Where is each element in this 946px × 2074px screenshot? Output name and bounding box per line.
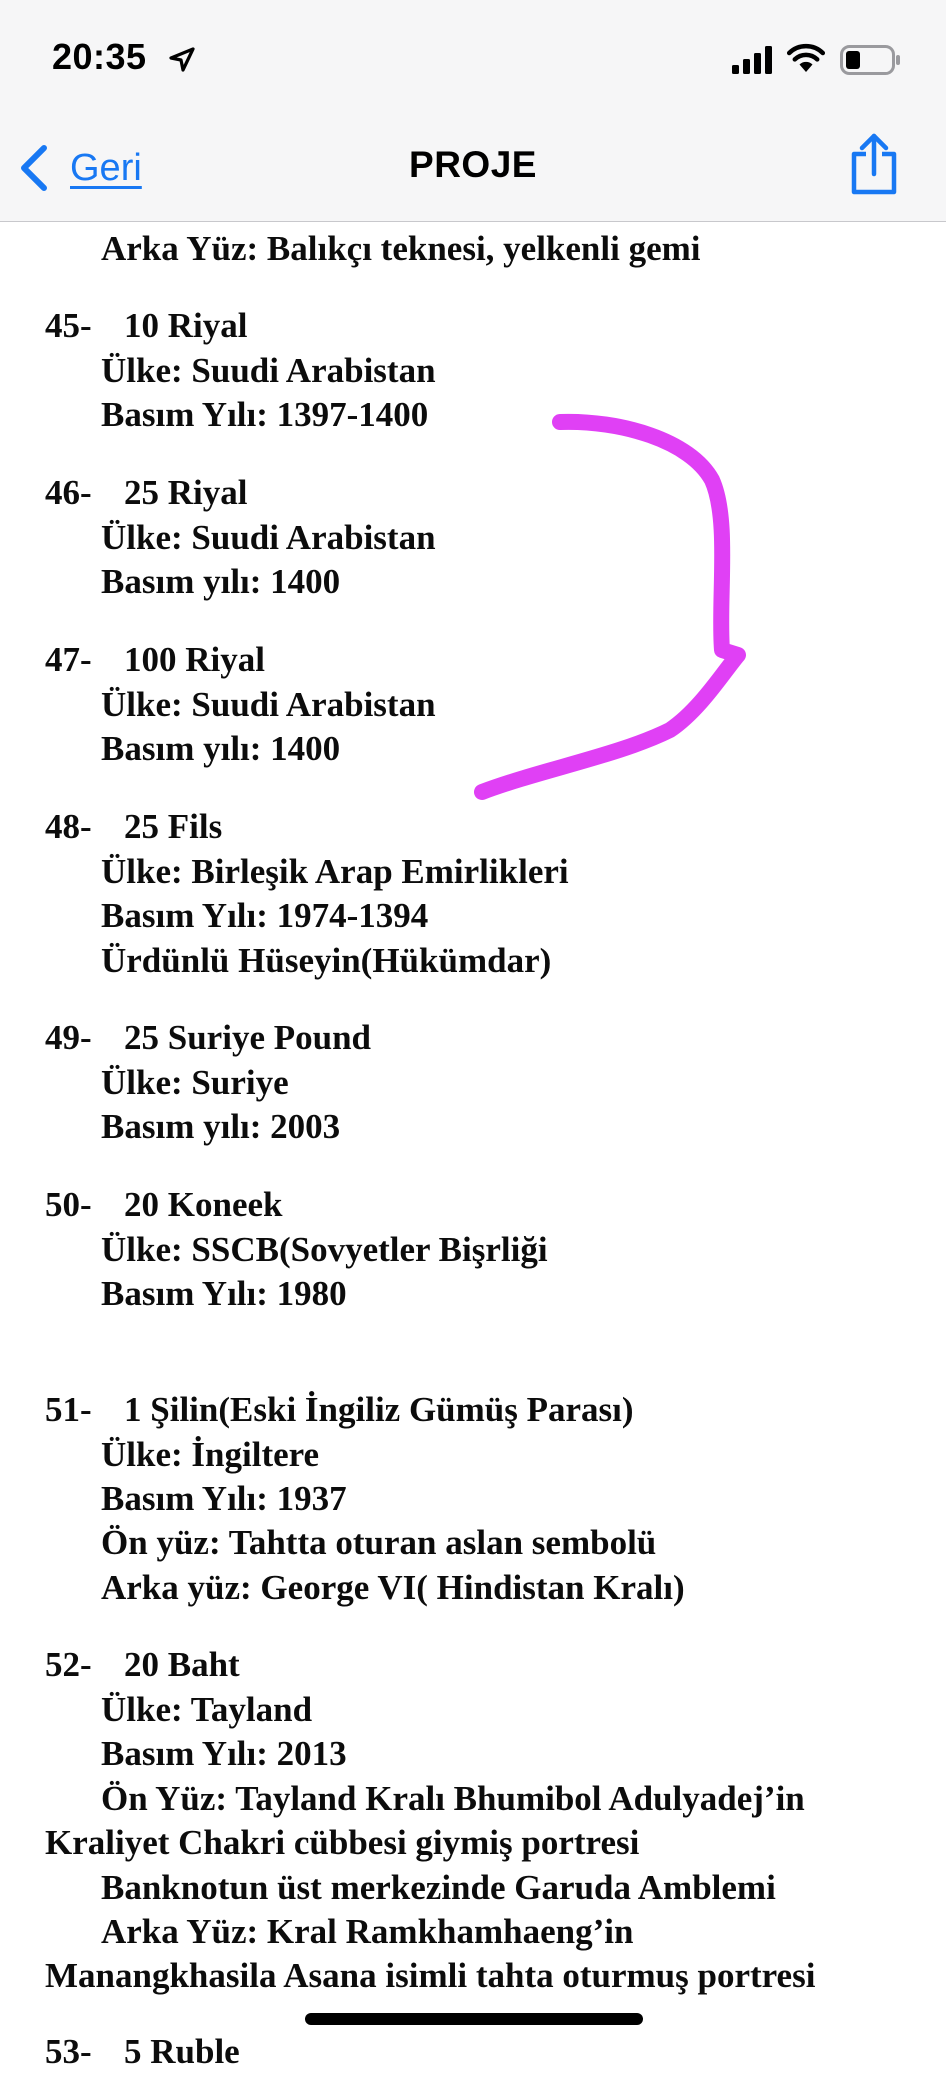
entry-line: Basım Yılı: 1397-1400 bbox=[101, 395, 429, 434]
entry-title: 1 Şilin(Eski İngiliz Gümüş Parası) bbox=[124, 1390, 634, 1429]
entry-number: 49- bbox=[45, 1018, 92, 1057]
entry-line: Basım Yılı: 2013 bbox=[101, 1734, 347, 1773]
status-bar bbox=[0, 0, 946, 120]
entry-number: 48- bbox=[45, 807, 92, 846]
cellular-signal-icon bbox=[732, 46, 774, 74]
entry-line: Ülke: Suudi Arabistan bbox=[101, 518, 436, 557]
entry-number: 50- bbox=[45, 1185, 92, 1224]
entry-line: Ülke: SSCB(Sovyetler Bişrliği bbox=[101, 1230, 548, 1269]
status-time: 20:35 bbox=[52, 36, 147, 77]
entry-line: Ülke: Suriye bbox=[101, 1063, 289, 1102]
entry-line: Banknotun üst merkezinde Garuda Amblemi bbox=[101, 1868, 776, 1907]
entry-line: Ülke: Birleşik Arap Emirlikleri bbox=[101, 852, 569, 891]
entry-line: Manangkhasila Asana isimli tahta oturmuş portresi bbox=[45, 1956, 816, 1995]
entry-title: 100 Riyal bbox=[124, 640, 265, 679]
entry-line: Basım Yılı: 1937 bbox=[101, 1479, 347, 1518]
entry-title: 20 Baht bbox=[124, 1645, 240, 1684]
entry-number: 51- bbox=[45, 1390, 92, 1429]
location-arrow-icon bbox=[168, 46, 196, 74]
entry-line: Arka Yüz: Kral Ramkhamhaeng’in bbox=[101, 1912, 634, 1951]
entry-title: 10 Riyal bbox=[124, 306, 248, 345]
navigation-bar bbox=[0, 120, 946, 222]
entry-line: Basım yılı: 1400 bbox=[101, 729, 341, 768]
entry-title: 5 Ruble bbox=[124, 2032, 240, 2071]
document-view bbox=[0, 222, 946, 2071]
entry-title: 25 Fils bbox=[124, 807, 223, 846]
entry-line: Ürdünlü Hüseyin(Hükümdar) bbox=[101, 941, 552, 980]
entry-line: Ön yüz: Tahtta oturan aslan sembolü bbox=[101, 1523, 657, 1562]
entry-line: Ülke: Suudi Arabistan bbox=[101, 351, 436, 390]
entry-title: 20 Koneek bbox=[124, 1185, 283, 1224]
battery-icon bbox=[840, 45, 902, 75]
entry-line: Ülke: Tayland bbox=[101, 1690, 313, 1729]
document-line: Arka Yüz: Balıkçı teknesi, yelkenli gemi bbox=[101, 229, 701, 268]
page-title: PROJE bbox=[409, 144, 537, 185]
entry-title: 25 Riyal bbox=[124, 473, 248, 512]
entry-line: Ülke: Suudi Arabistan bbox=[101, 685, 436, 724]
entry-title: 25 Suriye Pound bbox=[124, 1018, 371, 1057]
entry-line: Basım yılı: 1400 bbox=[101, 562, 341, 601]
entry-number: 53- bbox=[45, 2032, 92, 2071]
entry-line: Basım Yılı: 1980 bbox=[101, 1274, 347, 1313]
wifi-icon bbox=[786, 42, 826, 74]
entry-number: 45- bbox=[45, 306, 92, 345]
home-indicator[interactable] bbox=[305, 2013, 643, 2025]
entry-number: 52- bbox=[45, 1645, 92, 1684]
entry-number: 47- bbox=[45, 640, 92, 679]
entry-line: Basım yılı: 2003 bbox=[101, 1107, 341, 1146]
share-icon[interactable] bbox=[848, 132, 900, 196]
entry-line: Ön Yüz: Tayland Kralı Bhumibol Adulyadej’in bbox=[101, 1779, 805, 1818]
entry-line: Kraliyet Chakri cübbesi giymiş portresi bbox=[45, 1823, 640, 1862]
entry-line: Arka yüz: George VI( Hindistan Kralı) bbox=[101, 1568, 685, 1607]
entry-line: Ülke: İngiltere bbox=[101, 1435, 320, 1474]
entry-number: 46- bbox=[45, 473, 92, 512]
entry-line: Basım Yılı: 1974-1394 bbox=[101, 896, 429, 935]
back-label[interactable]: Geri bbox=[70, 146, 142, 189]
